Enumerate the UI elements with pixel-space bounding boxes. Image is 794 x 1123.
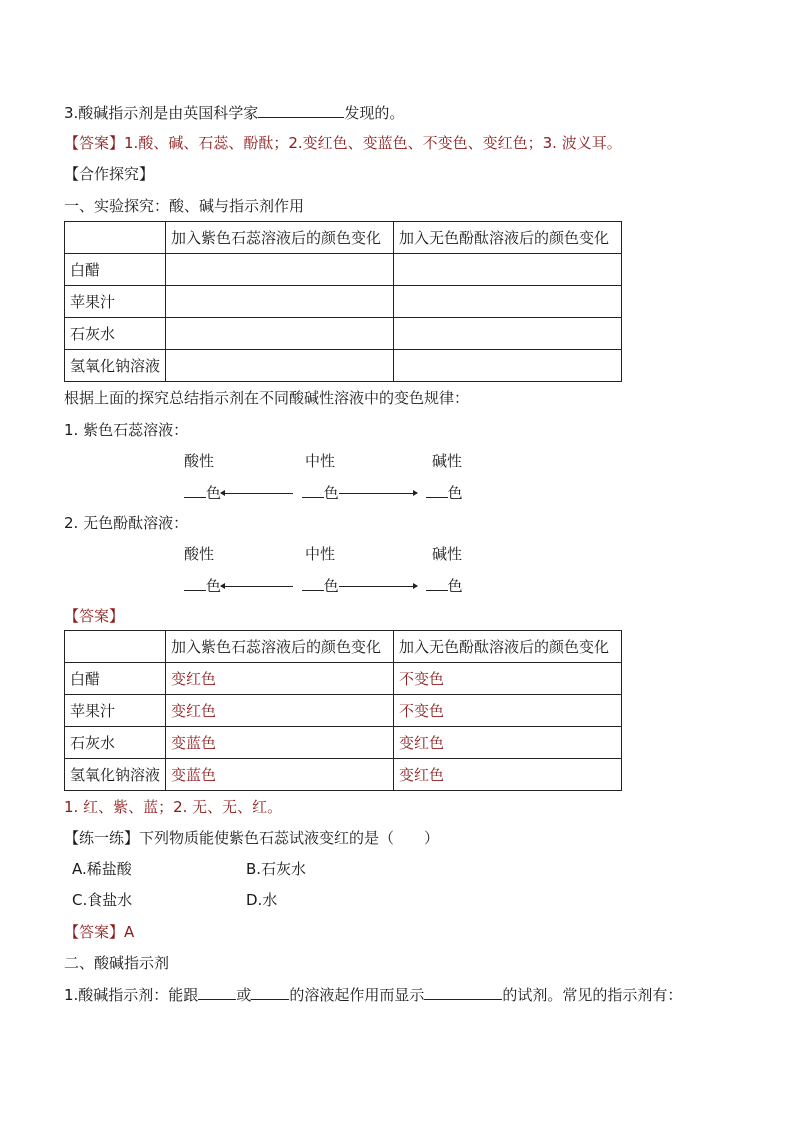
table-cell: 变红色 — [166, 663, 394, 695]
table-row — [65, 254, 622, 286]
option-b[interactable]: B.石灰水 — [246, 860, 307, 878]
table-cell[interactable] — [166, 318, 394, 350]
table-cell[interactable] — [394, 286, 622, 318]
answer-1: 【答案】1.酸、碱、石蕊、酚酞；2.变红色、变蓝色、不变色、变红色；3. 波义耳。 — [64, 134, 622, 152]
table-cell: 石灰水 — [65, 727, 166, 759]
answer-3: 【答案】A — [64, 923, 135, 941]
table-cell: 变蓝色 — [166, 759, 394, 791]
table-cell: 变红色 — [394, 759, 622, 791]
litmus-title: 1. 紫色石蕊溶液： — [64, 421, 189, 439]
litmus-acid-label: 酸性 — [184, 452, 215, 470]
fill-blank[interactable] — [302, 482, 324, 498]
fill-blank[interactable] — [184, 482, 206, 498]
part-2-title: 二、酸碱指示剂 — [64, 954, 170, 972]
phenol-base-label: 碱性 — [432, 545, 463, 563]
table-header-row — [65, 631, 622, 663]
fill-blank[interactable] — [426, 482, 448, 498]
fill-blank[interactable] — [251, 984, 289, 1000]
table-header: 加入紫色石蕊溶液后的颜色变化 — [166, 631, 394, 663]
table-row — [65, 350, 622, 382]
fill-blank[interactable] — [302, 575, 324, 591]
arrow-right-icon — [339, 493, 417, 494]
answer-2-text: 1. 红、紫、蓝；2. 无、无、红。 — [64, 798, 283, 816]
table-row — [65, 663, 622, 695]
table-cell[interactable] — [394, 254, 622, 286]
fill-blank[interactable] — [198, 984, 236, 1000]
phenol-acid-label: 酸性 — [184, 545, 215, 563]
table-cell: 氢氧化钠溶液 — [65, 759, 166, 791]
table-row — [65, 727, 622, 759]
table-cell: 苹果汁 — [65, 286, 166, 318]
table-row — [65, 695, 622, 727]
table-header: 加入无色酚酞溶液后的颜色变化 — [394, 631, 622, 663]
table-cell[interactable] — [394, 318, 622, 350]
option-a[interactable]: A.稀盐酸 — [72, 860, 132, 878]
table-cell: 氢氧化钠溶液 — [65, 350, 166, 382]
table-cell: 白醋 — [65, 663, 166, 695]
table-header — [65, 222, 166, 254]
fill-blank[interactable] — [426, 575, 448, 591]
table-header: 加入无色酚酞溶液后的颜色变化 — [394, 222, 622, 254]
answer-table — [64, 630, 622, 791]
phenol-neutral-label: 中性 — [305, 545, 336, 563]
answer-2-tag: 【答案】 — [64, 607, 125, 625]
table-cell[interactable] — [166, 254, 394, 286]
summary-intro: 根据上面的探究总结指示剂在不同酸碱性溶液中的变色规律： — [64, 389, 470, 407]
table-cell: 苹果汁 — [65, 695, 166, 727]
fill-blank[interactable] — [424, 984, 502, 1000]
table-header: 加入紫色石蕊溶液后的颜色变化 — [166, 222, 394, 254]
table-header — [65, 631, 166, 663]
section-heading: 【合作探究】 — [64, 165, 155, 183]
table-row — [65, 759, 622, 791]
table-cell[interactable] — [166, 350, 394, 382]
litmus-color-scale: 色 色 色 — [184, 482, 463, 503]
table-cell: 不变色 — [394, 695, 622, 727]
table-cell[interactable] — [166, 286, 394, 318]
litmus-neutral-label: 中性 — [305, 452, 336, 470]
phenol-title: 2. 无色酚酞溶液： — [64, 514, 189, 532]
table-cell[interactable] — [394, 350, 622, 382]
experiment-table — [64, 221, 622, 382]
question-3: 3.酸碱指示剂是由英国科学家 发现的。 — [64, 104, 405, 122]
table-row — [65, 318, 622, 350]
table-cell: 变红色 — [394, 727, 622, 759]
arrow-left-icon — [221, 493, 293, 494]
arrow-right-icon — [339, 586, 417, 587]
table-cell: 不变色 — [394, 663, 622, 695]
part-1-title: 一、实验探究：酸、碱与指示剂作用 — [64, 197, 305, 215]
definition-line: 1.酸碱指示剂：能跟 或 的溶液起作用而显示 的试剂。常见的指示剂有： — [64, 986, 683, 1004]
table-cell: 变红色 — [166, 695, 394, 727]
litmus-base-label: 碱性 — [432, 452, 463, 470]
table-cell: 白醋 — [65, 254, 166, 286]
fill-blank[interactable] — [258, 102, 344, 118]
option-d[interactable]: D.水 — [246, 891, 278, 909]
option-c[interactable]: C.食盐水 — [72, 891, 133, 909]
phenol-color-scale: 色 色 色 — [184, 575, 463, 596]
fill-blank[interactable] — [184, 575, 206, 591]
arrow-left-icon — [221, 586, 293, 587]
table-header-row — [65, 222, 622, 254]
table-cell: 石灰水 — [65, 318, 166, 350]
table-row — [65, 286, 622, 318]
practice-question: 【练一练】下列物质能使紫色石蕊试液变红的是（ ） — [64, 829, 440, 847]
table-cell: 变蓝色 — [166, 727, 394, 759]
